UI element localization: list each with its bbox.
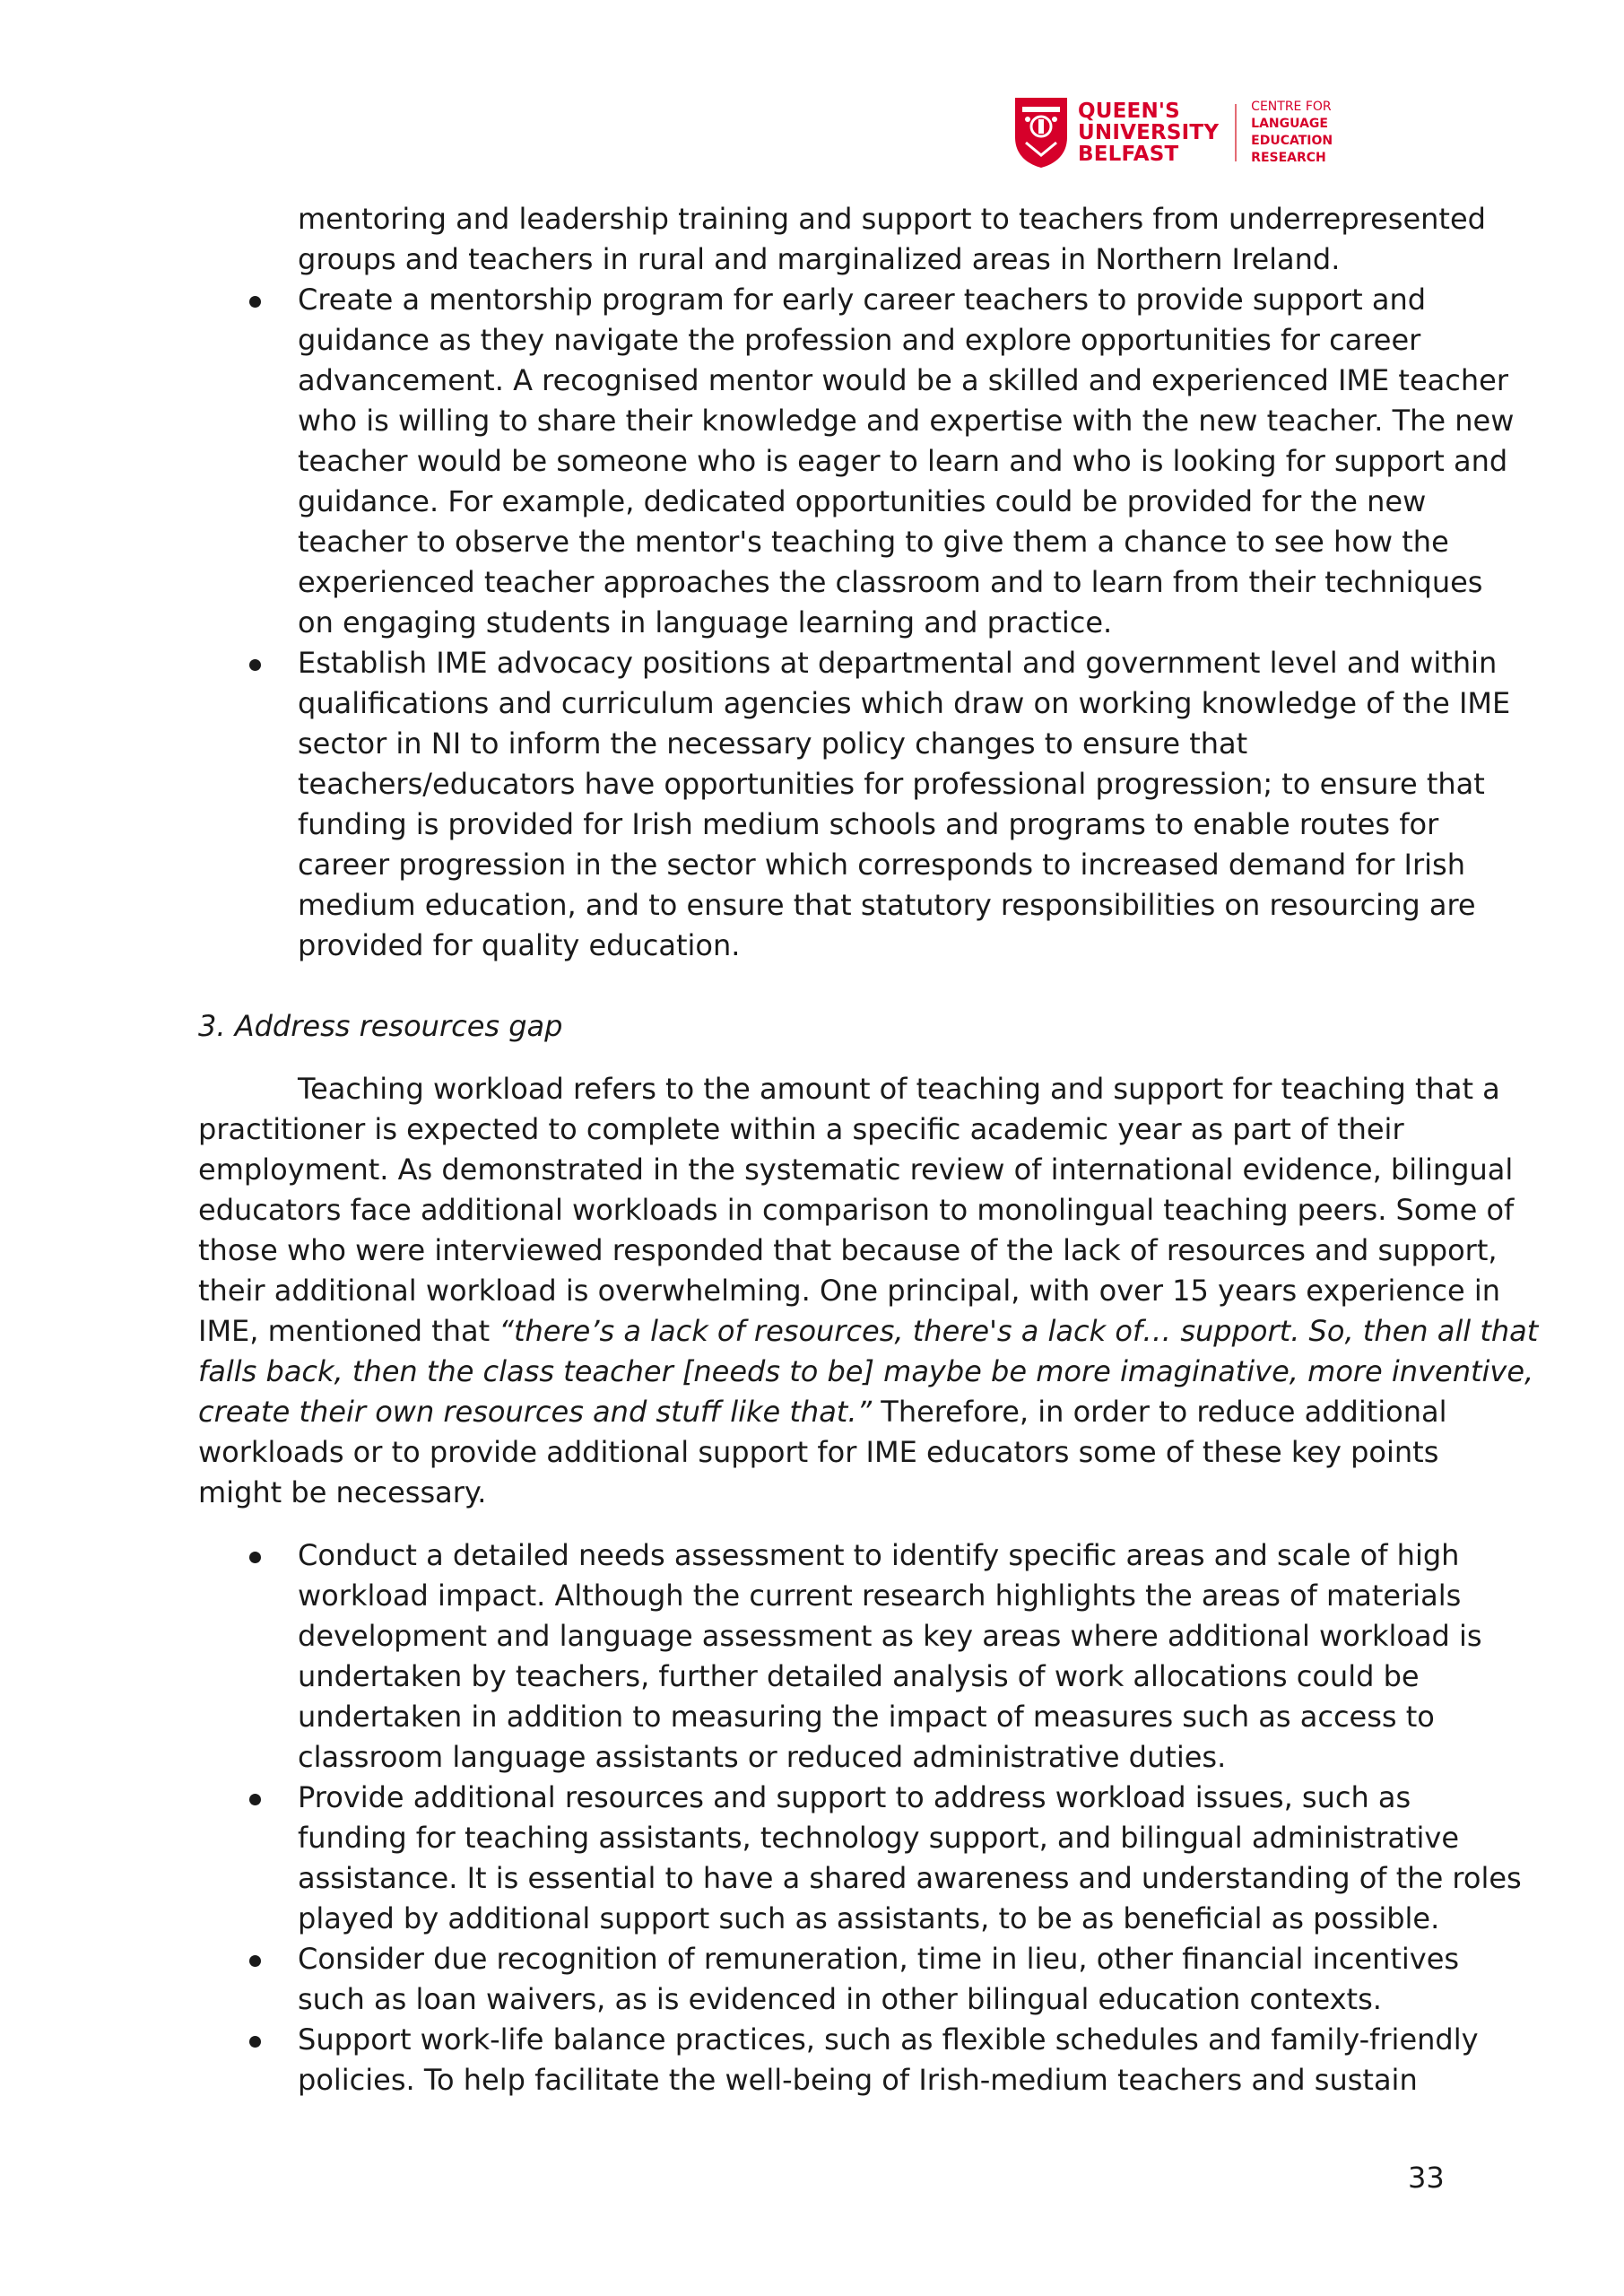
list-item-line: guidance. For example, dedicated opportunities could be provided for the new: [298, 484, 1427, 518]
quote-text: falls back, then the class teacher [needs to be] maybe be more imaginative, more inventive,: [198, 1354, 1534, 1388]
centre-name: [1251, 99, 1333, 167]
list-item-line: Consider due recognition of remuneration, time in lieu, other financial incentives: [298, 1942, 1460, 1976]
bullet-icon: [249, 1794, 261, 1805]
page-number: 33: [1408, 2161, 1445, 2195]
paragraph-line: [198, 1311, 1538, 1352]
crest-icon: [1013, 96, 1069, 170]
list-item-line: qualifications and curriculum agencies which draw on working knowledge of the IME: [298, 686, 1511, 720]
list-item-line: funding for teaching assistants, technology support, and bilingual administrative: [298, 1821, 1460, 1855]
list-item-line: undertaken in addition to measuring the impact of measures such as access to: [298, 1700, 1435, 1734]
list-item-line: Conduct a detailed needs assessment to identify specific areas and scale of high: [298, 1538, 1460, 1572]
centre-name-line: EDUCATION: [1251, 134, 1333, 148]
list-item-line: policies. To help facilitate the well-being of Irish-medium teachers and sustain: [298, 2063, 1418, 2097]
list-item-line: teacher to observe the mentor's teaching to give them a chance to see how the: [298, 525, 1449, 559]
list-item-line: workload impact. Although the current research highlights the areas of materials: [298, 1578, 1462, 1613]
centre-name-line: RESEARCH: [1251, 151, 1326, 165]
list-item-line: experienced teacher approaches the classroom and to learn from their techniques: [298, 565, 1483, 599]
university-name-line: BELFAST: [1078, 143, 1179, 166]
paragraph-line: workloads or to provide additional support for IME educators some of these key points: [198, 1435, 1439, 1469]
paragraph-text: Therefore, in order to reduce additional: [872, 1395, 1447, 1429]
quote-text: “there’s a lack of resources, there's a lack of… support. So, then all that: [499, 1314, 1539, 1348]
paragraph-line: Teaching workload refers to the amount of teaching and support for teaching that a: [298, 1072, 1500, 1106]
university-name-line: QUEEN'S: [1078, 100, 1180, 123]
list-item-line: funding is provided for Irish medium schools and programs to enable routes for: [298, 807, 1439, 841]
paragraph-line: might be necessary.: [198, 1475, 487, 1509]
paragraph-line: educators face additional workloads in comparison to monolingual teaching peers. Some of: [198, 1193, 1515, 1227]
list-item-line: sector in NI to inform the necessary policy changes to ensure that: [298, 726, 1248, 761]
university-logo: [1013, 93, 1354, 172]
body-line: mentoring and leadership training and support to teachers from underrepresented: [298, 202, 1486, 236]
bullet-icon: [249, 1552, 261, 1563]
bullet-icon: [249, 1955, 261, 1967]
list-item-line: such as loan waivers, as is evidenced in other bilingual education contexts.: [298, 1982, 1382, 2016]
paragraph-line: employment. As demonstrated in the systematic review of international evidence, bilingual: [198, 1152, 1514, 1187]
university-name-line: UNIVERSITY: [1078, 121, 1220, 144]
list-item-line: provided for quality education.: [298, 928, 741, 962]
list-item-line: Provide additional resources and support to address workload issues, such as: [298, 1780, 1411, 1814]
list-item-line: teacher would be someone who is eager to learn and who is looking for support and: [298, 444, 1508, 478]
university-name: [1078, 100, 1219, 165]
list-item-line: Create a mentorship program for early career teachers to provide support and: [298, 283, 1427, 317]
bullet-icon: [249, 659, 261, 671]
paragraph-line: their additional workload is overwhelming. One principal, with over 15 years experience in: [198, 1274, 1500, 1308]
list-item-line: Establish IME advocacy positions at departmental and government level and within: [298, 646, 1498, 680]
centre-name-line: LANGUAGE: [1251, 117, 1328, 131]
list-item-line: played by additional support such as assistants, to be as beneficial as possible.: [298, 1901, 1440, 1935]
logo-divider: [1235, 104, 1237, 161]
list-item-line: on engaging students in language learning and practice.: [298, 605, 1113, 639]
list-item-line: career progression in the sector which corresponds to increased demand for Irish: [298, 848, 1465, 882]
list-item-line: guidance as they navigate the profession and explore opportunities for career: [298, 323, 1421, 357]
list-item-line: who is willing to share their knowledge and expertise with the new teacher. The new: [298, 404, 1515, 438]
list-item-line: assistance. It is essential to have a shared awareness and understanding of the roles: [298, 1861, 1522, 1895]
paragraph-line: those who were interviewed responded that because of the lack of resources and support,: [198, 1233, 1498, 1267]
list-item-line: teachers/educators have opportunities for professional progression; to ensure that: [298, 767, 1485, 801]
bullet-icon: [249, 2036, 261, 2048]
list-item-line: Support work-life balance practices, such as flexible schedules and family-friendly: [298, 2022, 1479, 2057]
list-item-line: development and language assessment as key areas where additional workload is: [298, 1619, 1482, 1653]
centre-name-line: CENTRE FOR: [1251, 100, 1332, 114]
quote-text: create their own resources and stuff like that.”: [198, 1395, 873, 1429]
bullet-icon: [249, 296, 261, 308]
list-item-line: medium education, and to ensure that statutory responsibilities on resourcing are: [298, 888, 1476, 922]
paragraph-line: practitioner is expected to complete within a specific academic year as part of their: [198, 1112, 1404, 1146]
body-line: groups and teachers in rural and marginalized areas in Northern Ireland.: [298, 242, 1341, 276]
section-heading: 3. Address resources gap: [198, 1009, 563, 1043]
list-item-line: classroom language assistants or reduced administrative duties.: [298, 1740, 1227, 1774]
paragraph-text: IME, mentioned that: [198, 1314, 499, 1348]
list-item-line: undertaken by teachers, further detailed analysis of work allocations could be: [298, 1659, 1420, 1693]
paragraph-line: [198, 1352, 1533, 1392]
list-item-line: advancement. A recognised mentor would be a skilled and experienced IME teacher: [298, 363, 1508, 397]
paragraph-line: [198, 1392, 1447, 1432]
